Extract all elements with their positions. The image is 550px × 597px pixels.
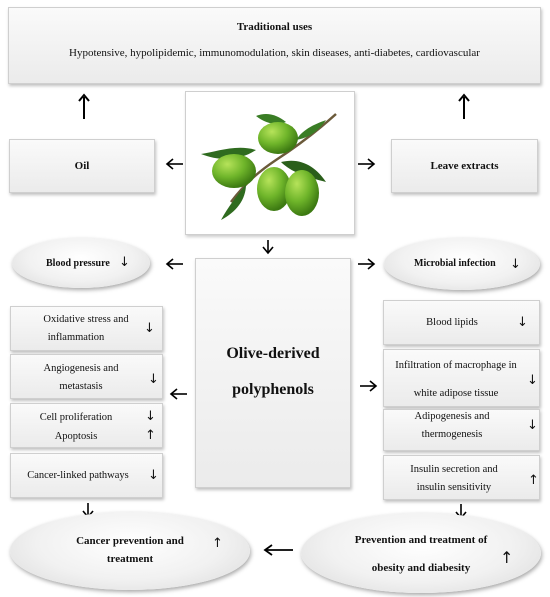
adipogenesis-line2: thermogenesis: [421, 429, 483, 440]
oxidative-stress-down-arrow: ↓: [144, 321, 155, 336]
obesity-outcome-up-arrow: ↑: [500, 548, 514, 567]
angiogenesis-line2: metastasis: [59, 381, 103, 392]
obesity-outcome-line1: Prevention and treatment of: [354, 534, 488, 546]
arrow-to-left-effects: [169, 388, 187, 400]
polyphenols-line2: polyphenols: [232, 381, 314, 398]
arrow-to-blood-pressure: [165, 258, 183, 270]
oxidative-stress-line1: Oxidative stress and: [43, 314, 129, 325]
adipogenesis-line1: Adipogenesis and: [414, 411, 490, 422]
cancer-prevention-line2: treatment: [106, 553, 154, 565]
cell-proliferation-label: Cell proliferation: [39, 412, 113, 423]
apoptosis-label: Apoptosis: [54, 431, 98, 442]
oxidative-stress-line2: inflammation: [47, 332, 105, 343]
apoptosis-up-arrow: ↑: [145, 428, 156, 443]
adipogenesis-down-arrow: ↓: [527, 418, 538, 433]
insulin-line1: Insulin secretion and: [410, 464, 498, 475]
macrophage-line1: Infiltration of macrophage in: [395, 360, 517, 371]
cancer-prevention-line1: Cancer prevention and: [76, 535, 184, 547]
polyphenols-box: [195, 258, 351, 488]
olive-image: [185, 91, 355, 235]
arrow-obesity-to-cancer: [263, 544, 293, 556]
oil-label: Oil: [74, 160, 90, 172]
arrow-leaves-to-traditional: [458, 93, 470, 119]
traditional-uses-title: Traditional uses: [236, 21, 313, 33]
obesity-outcome-line2: obesity and diabesity: [371, 562, 471, 574]
microbial-infection-label: Microbial infection: [414, 258, 496, 269]
leave-extracts-label: Leave extracts: [430, 160, 499, 172]
cancer-pathways-label: Cancer-linked pathways: [27, 470, 129, 481]
macrophage-line2: white adipose tissue: [413, 388, 499, 399]
microbial-infection-down-arrow: ↓: [510, 257, 521, 272]
blood-lipids-label: Blood lipids: [426, 317, 478, 328]
cancer-prevention-up-arrow: ↑: [212, 536, 223, 551]
cancer-prevention-oval: [10, 512, 250, 590]
insulin-up-arrow: ↑: [528, 473, 539, 488]
blood-pressure-down-arrow: ↓: [119, 255, 130, 270]
polyphenols-line1: Olive-derived: [226, 345, 320, 362]
arrow-to-leave-extracts: [358, 158, 376, 170]
traditional-uses-list: Hypotensive, hypolipidemic, immunomodulation, skin diseases, anti-diabetes, cardiovascular: [69, 47, 480, 59]
arrow-oil-to-traditional: [78, 93, 90, 119]
blood-pressure-label: Blood pressure: [46, 258, 110, 269]
arrow-to-polyphenols: [262, 240, 274, 254]
cell-proliferation-down-arrow: ↓: [145, 409, 156, 424]
angiogenesis-down-arrow: ↓: [148, 372, 159, 387]
blood-lipids-down-arrow: ↓: [517, 315, 528, 330]
arrow-to-oil: [165, 158, 183, 170]
arrow-to-right-effects: [360, 380, 378, 392]
macrophage-down-arrow: ↓: [527, 373, 538, 388]
insulin-line2: insulin sensitivity: [416, 482, 492, 493]
angiogenesis-line1: Angiogenesis and: [43, 363, 119, 374]
cancer-pathways-down-arrow: ↓: [148, 468, 159, 483]
arrow-to-microbial-infection: [358, 258, 376, 270]
